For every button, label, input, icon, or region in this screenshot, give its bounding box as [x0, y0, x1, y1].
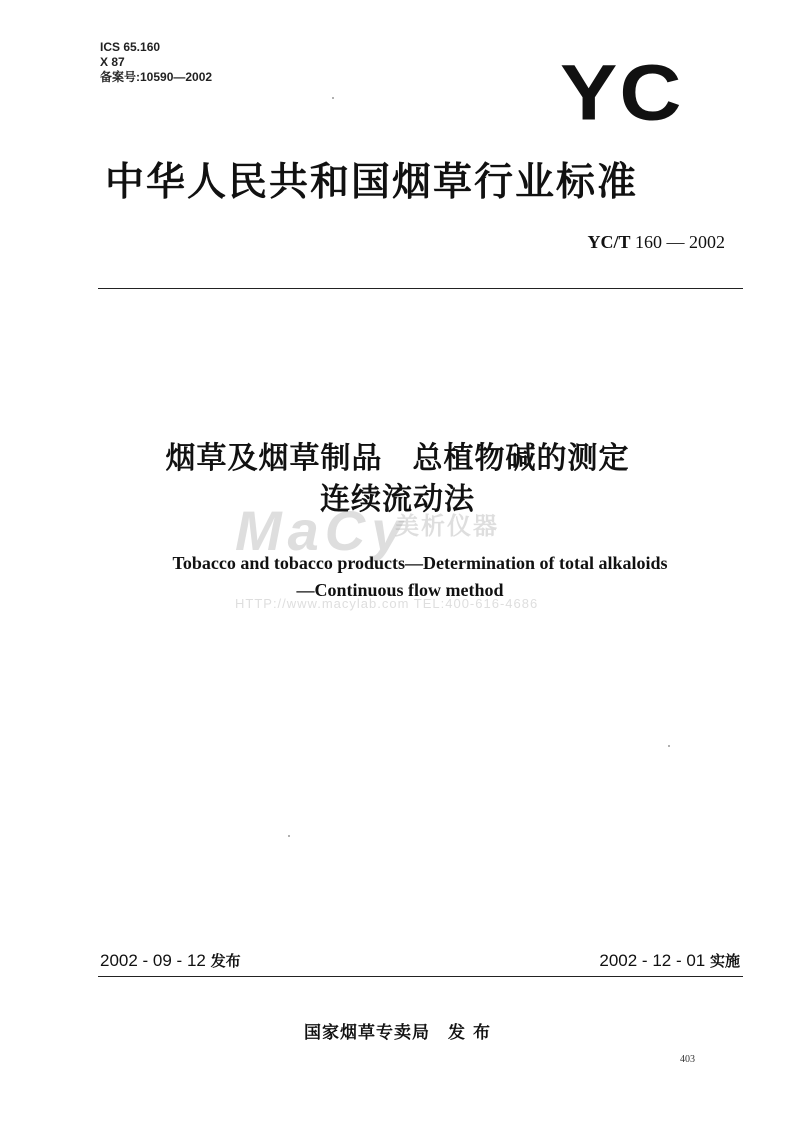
- filing-number: 备案号:10590—2002: [100, 70, 213, 84]
- scan-speck: [288, 835, 290, 837]
- ics-code: ICS 65.160: [100, 40, 161, 54]
- effective-date-value: 2002 - 12 - 01: [599, 951, 706, 970]
- effective-date-label: 实施: [709, 952, 740, 970]
- document-title-zh-line2: 连续流动法: [320, 482, 475, 517]
- issue-date-value: 2002 - 09 - 12: [100, 951, 206, 970]
- standard-code-number: 160 — 2002: [635, 232, 725, 252]
- issue-date: [100, 950, 241, 971]
- scan-speck: [332, 97, 334, 99]
- document-title-zh-line1: [0, 440, 795, 478]
- document-title-en-line1: Tobacco and tobacco products—Determination of total alkaloids: [172, 553, 668, 573]
- standard-title: 中华人民共和国烟草行业标准: [105, 160, 639, 205]
- scan-speck: [668, 745, 670, 747]
- top-divider: [98, 288, 743, 289]
- document-title-zh-part1: 烟草及烟草制品: [165, 441, 383, 476]
- standard-code-prefix: YC/T: [587, 232, 631, 252]
- standard-code: [587, 232, 725, 253]
- effective-date: [599, 950, 740, 971]
- classification-code: X 87: [100, 55, 125, 69]
- watermark-contact: HTTP://www.macylab.com TEL:400-616-4686: [235, 596, 539, 611]
- page-number: 403: [680, 1054, 695, 1065]
- publisher-line: [0, 1018, 795, 1043]
- publisher-action: 发 布: [448, 1023, 491, 1043]
- document-title-en-line2: —Continuous flow method: [296, 580, 504, 600]
- publisher-name: 国家烟草专卖局: [304, 1023, 431, 1043]
- bottom-divider: [98, 976, 743, 977]
- standard-metadata: [100, 40, 212, 85]
- yc-logo: YC: [560, 48, 684, 137]
- issue-date-label: 发布: [210, 952, 241, 970]
- watermark-brand: MaCy: [235, 499, 409, 562]
- document-title-zh-part2: 总植物碱的测定: [412, 441, 630, 476]
- watermark-brand-cn: 美析仪器: [395, 513, 499, 540]
